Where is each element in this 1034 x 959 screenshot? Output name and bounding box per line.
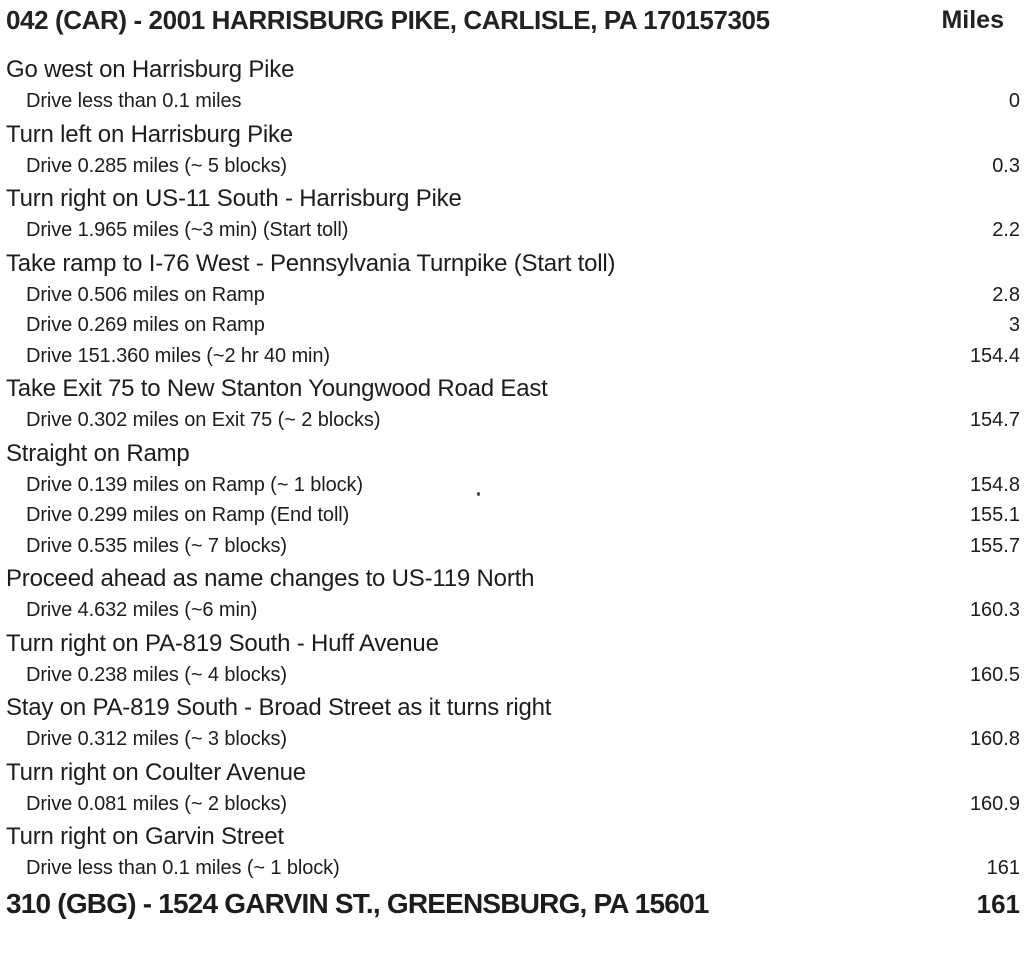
step-miles-value: 154.4 [969, 344, 1020, 367]
step-instruction-row [6, 182, 1020, 216]
step-detail-row [6, 216, 1020, 247]
scan-speck-artifact [477, 492, 480, 496]
total-miles-value: 161 [976, 888, 1020, 919]
step-detail-row [6, 471, 1020, 502]
step-detail-text: Drive 0.269 miles on Ramp [26, 314, 265, 336]
direction-step [6, 756, 1020, 821]
step-instruction-row [6, 820, 1020, 854]
step-detail-text: Drive 0.081 miles (~ 2 blocks) [26, 792, 287, 815]
step-miles-value: 0.3 [992, 154, 1020, 177]
step-instruction-row [6, 691, 1020, 725]
step-miles-value: 2.8 [992, 283, 1020, 306]
step-detail-row [6, 87, 1020, 118]
step-detail-row [6, 532, 1020, 563]
step-instruction-text: Turn right on PA-819 South - Huff Avenue [6, 629, 439, 657]
step-instruction-text: Take Exit 75 to New Stanton Youngwood Road East [6, 375, 548, 402]
step-detail-text: Drive 0.139 miles on Ramp (~ 1 block) [26, 473, 363, 496]
step-detail-text: Drive less than 0.1 miles (~ 1 block) [26, 857, 340, 879]
direction-step [6, 53, 1020, 118]
step-miles-value: 155.1 [969, 504, 1020, 526]
step-detail-text: Drive 1.965 miles (~3 min) (Start toll) [26, 219, 349, 241]
step-instruction-row [6, 372, 1020, 406]
step-detail-text: Drive 0.506 miles on Ramp [26, 283, 265, 306]
step-detail-text: Drive 0.238 miles (~ 4 blocks) [26, 663, 287, 686]
step-miles-value: 160.9 [969, 792, 1020, 815]
step-instruction-text: Turn right on Coulter Avenue [6, 758, 306, 786]
step-detail-row [6, 342, 1020, 373]
direction-step [6, 182, 1020, 247]
direction-step [6, 437, 1020, 563]
step-miles-value: 0 [1008, 90, 1020, 112]
step-detail-row [6, 281, 1020, 312]
step-detail-row [6, 725, 1020, 756]
step-instruction-text: Go west on Harrisburg Pike [6, 56, 295, 83]
step-miles-value: 160.3 [969, 599, 1020, 621]
step-miles-value: 154.7 [969, 409, 1020, 431]
route-header-row [6, 3, 1020, 53]
step-miles-value: 155.7 [969, 534, 1020, 557]
step-detail-row [6, 854, 1020, 885]
step-instruction-text: Turn right on Garvin Street [6, 823, 284, 850]
step-detail-row [6, 406, 1020, 437]
destination-footer-row [6, 886, 1020, 934]
step-instruction-text: Stay on PA-819 South - Broad Street as it turns right [6, 694, 552, 721]
step-detail-text: Drive 0.535 miles (~ 7 blocks) [26, 534, 287, 557]
step-instruction-text: Straight on Ramp [6, 439, 190, 467]
step-instruction-text: Turn left on Harrisburg Pike [6, 120, 293, 148]
step-instruction-row [6, 53, 1020, 87]
step-instruction-row [6, 247, 1020, 281]
step-miles-value: 160.8 [969, 728, 1020, 750]
step-detail-text: Drive 0.302 miles on Exit 75 (~ 2 blocks) [26, 409, 381, 431]
step-instruction-row [6, 118, 1020, 152]
step-detail-row [6, 596, 1020, 627]
direction-step [6, 562, 1020, 627]
direction-step [6, 627, 1020, 692]
step-instruction-row [6, 562, 1020, 596]
step-detail-row [6, 501, 1020, 532]
step-instruction-text: Take ramp to I-76 West - Pennsylvania Turnpike (Start toll) [6, 249, 616, 277]
step-instruction-text: Turn right on US-11 South - Harrisburg Pike [6, 185, 462, 212]
step-detail-row [6, 152, 1020, 183]
direction-step [6, 372, 1020, 437]
direction-step [6, 691, 1020, 756]
miles-column-header: Miles [941, 6, 1004, 34]
direction-step [6, 118, 1020, 183]
step-miles-value: 3 [1008, 314, 1020, 336]
step-detail-text: Drive 151.360 miles (~2 hr 40 min) [26, 344, 330, 367]
step-miles-value: 160.5 [969, 663, 1020, 686]
step-miles-value: 161 [986, 857, 1020, 879]
step-instruction-row [6, 627, 1020, 661]
destination-address-heading: 310 (GBG) - 1524 GARVIN ST., GREENSBURG, PA 15601 [6, 887, 709, 919]
step-detail-row [6, 661, 1020, 692]
steps-list [6, 53, 1020, 885]
step-detail-text: Drive 0.312 miles (~ 3 blocks) [26, 728, 287, 750]
step-detail-row [6, 790, 1020, 821]
origin-address-heading: 042 (CAR) - 2001 HARRISBURG PIKE, CARLISLE, PA 170157305 [6, 5, 770, 35]
step-detail-row [6, 311, 1020, 342]
step-miles-value: 2.2 [992, 219, 1020, 241]
step-instruction-text: Proceed ahead as name changes to US-119 North [6, 565, 535, 592]
step-miles-value: 154.8 [969, 473, 1020, 496]
direction-step [6, 820, 1020, 885]
step-detail-text: Drive 4.632 miles (~6 min) [26, 599, 258, 621]
step-detail-text: Drive less than 0.1 miles [26, 90, 242, 112]
direction-step [6, 247, 1020, 373]
step-instruction-row [6, 756, 1020, 790]
step-detail-text: Drive 0.285 miles (~ 5 blocks) [26, 154, 287, 177]
step-detail-text: Drive 0.299 miles on Ramp (End toll) [26, 504, 350, 526]
step-instruction-row [6, 437, 1020, 471]
